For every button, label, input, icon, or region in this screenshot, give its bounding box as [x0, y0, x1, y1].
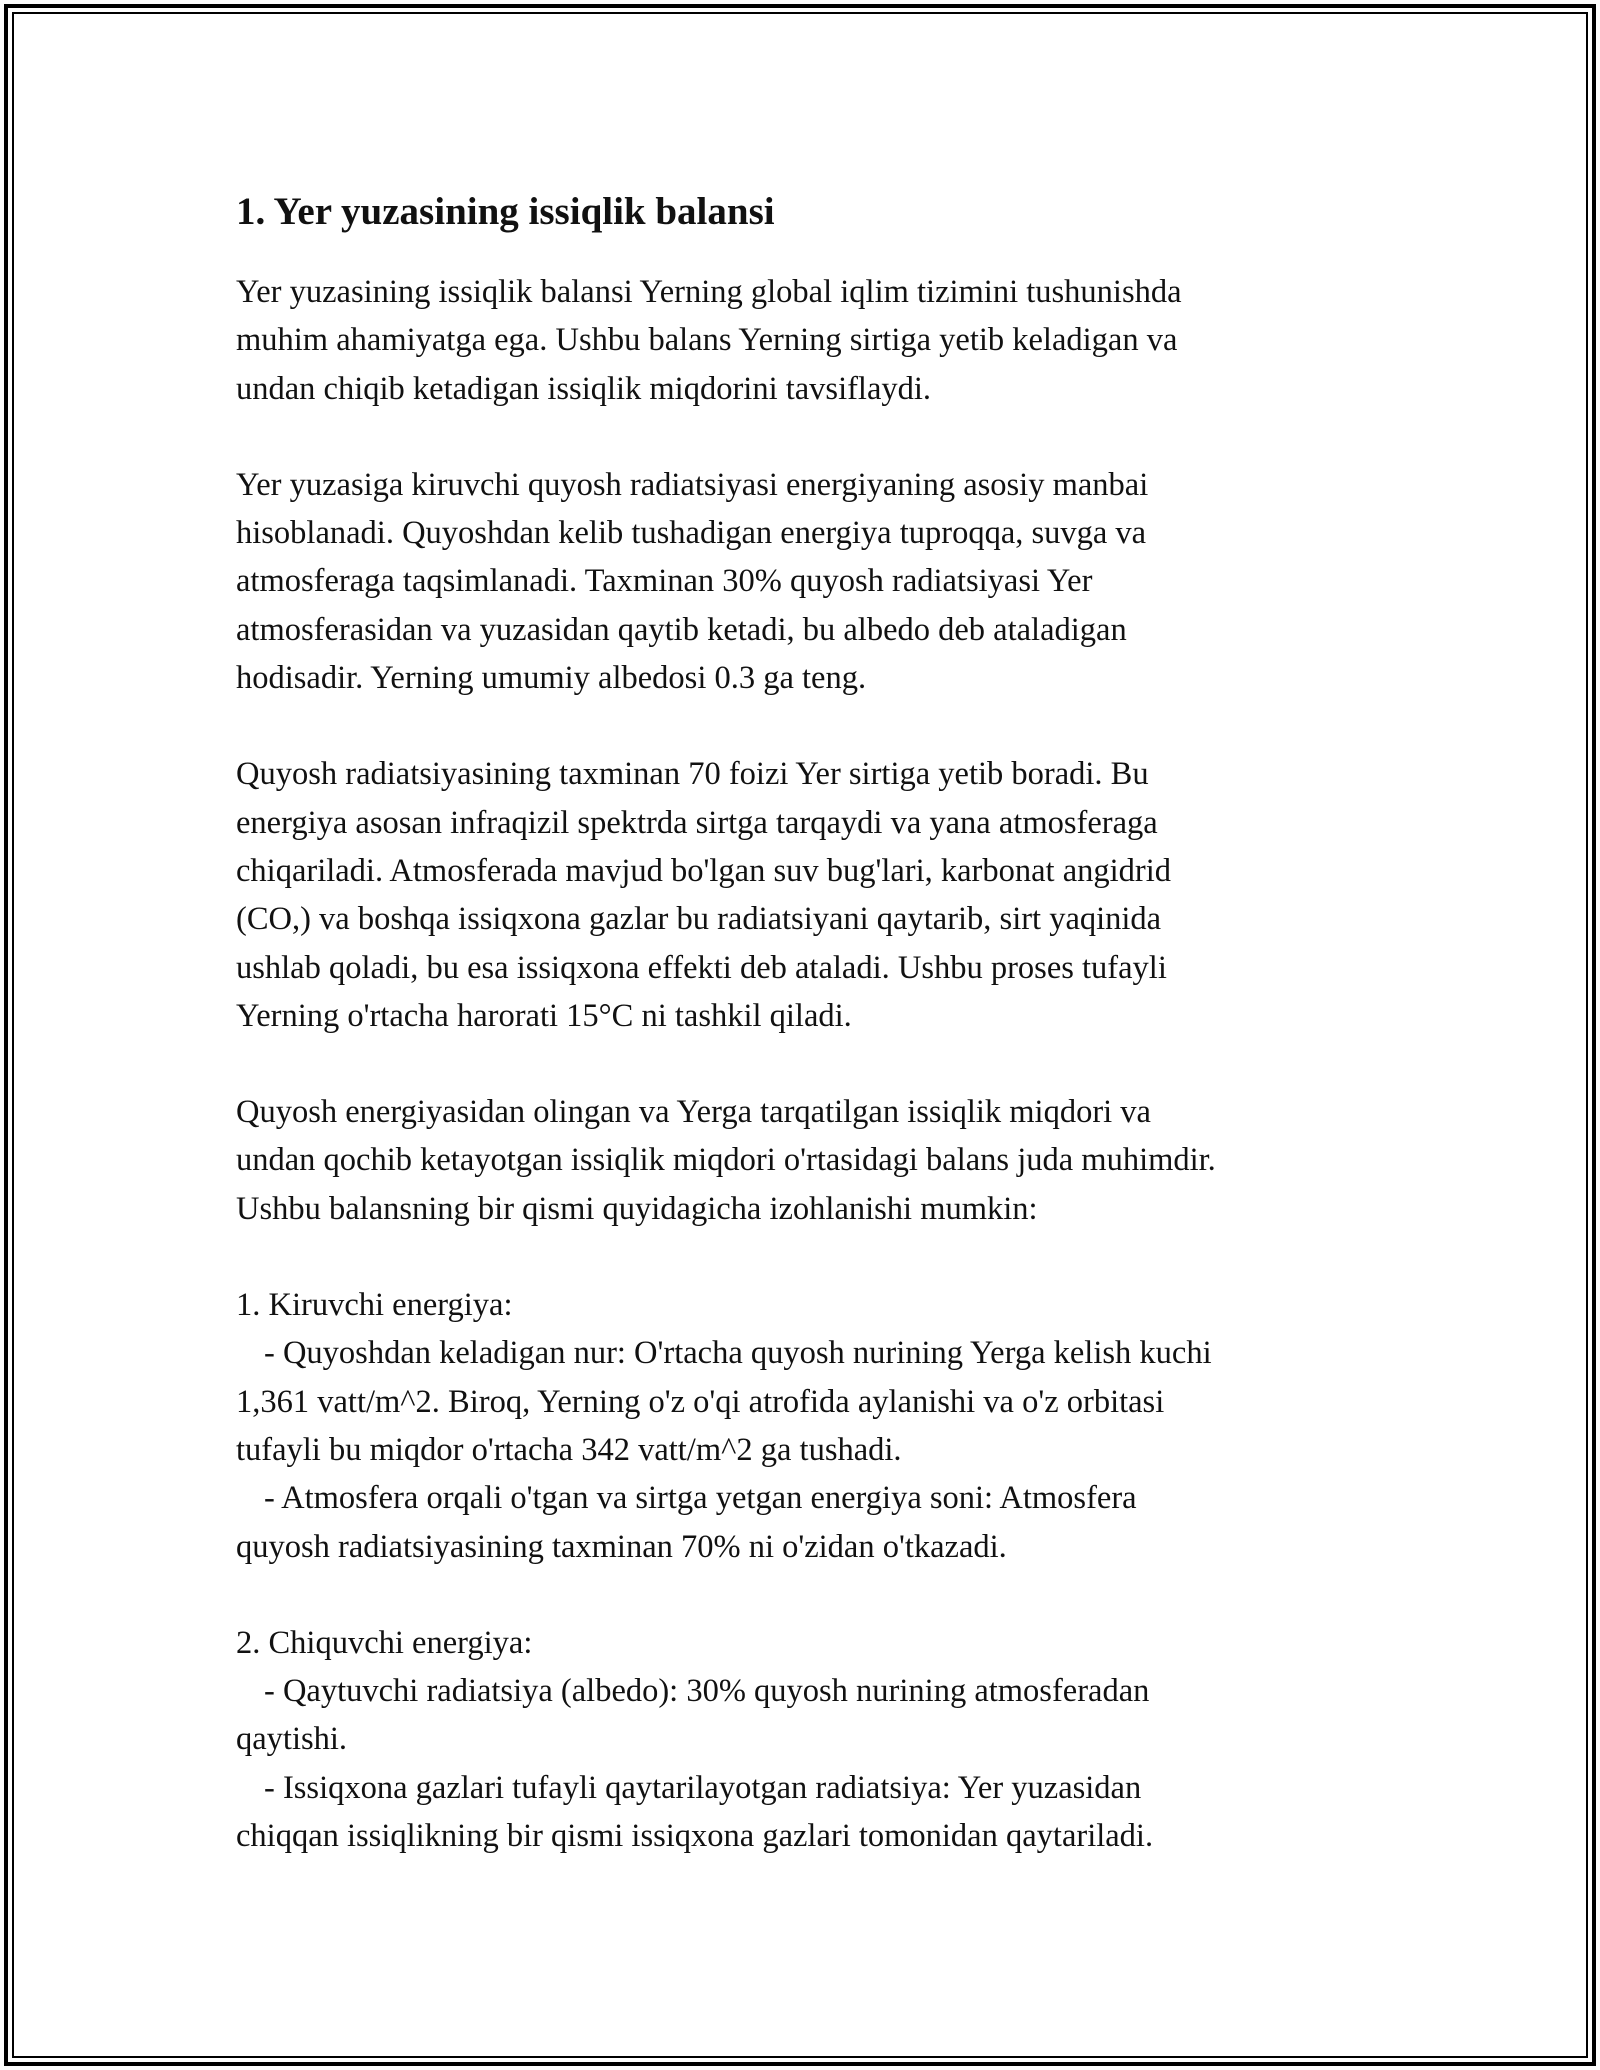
paragraph-balance: Quyosh energiyasidan olingan va Yerga tarqatilgan issiqlik miqdori va undan qochib ketayotgan issiqlik miqdori o'rtasidagi balans juda muhimdir. Ushbu balansning bir qismi quyidagicha izohlanishi mumkin:: [236, 1094, 1216, 1227]
list-incoming-energy: [236, 1281, 1376, 1571]
paragraph-gap: [236, 1233, 1376, 1281]
paragraph-gap: [236, 1571, 1376, 1619]
list-item-text: - Qaytuvchi radiatsiya (albedo): 30% quyosh nurining atmosferadan qaytishi.: [236, 1673, 1150, 1758]
list-item-text: - Atmosfera orqali o'tgan va sirtga yetgan energiya soni: Atmosfera quyosh radiatsiyasining taxminan 70% ni o'zidan o'tkazadi.: [236, 1480, 1137, 1565]
paragraph-gap: [236, 413, 1376, 461]
list-title-incoming: 1. Kiruvchi energiya:: [236, 1287, 513, 1324]
list-outgoing-energy: [236, 1619, 1376, 1860]
section-heading: 1. Yer yuzasining issiqlik balansi: [236, 190, 775, 233]
paragraph-greenhouse-effect: Quyosh radiatsiyasining taxminan 70 foizi Yer sirtiga yetib boradi. Bu energiya asosan infraqizil spektrda sirtga tarqaydi va yana atmosferaga chiqariladi. Atmosferada mavjud bo'lgan suv bug'lari, karbonat angidrid (CO,) va boshqa issiqxona gazlar bu radiatsiyani qaytarib, sirt yaqinida ushlab qoladi, bu esa issiqxona effekti deb ataladi. Ushbu proses tufayli Yerning o'rtacha harorati 15°C ni tashkil qiladi.: [236, 756, 1172, 1034]
list-item: [236, 1474, 1376, 1571]
paragraph-gap: [236, 1040, 1376, 1088]
paragraph-solar-radiation: Yer yuzasiga kiruvchi quyosh radiatsiyasi energiyaning asosiy manbai hisoblanadi. Quyoshdan kelib tushadigan energiya tuproqqa, suvga va atmosferaga taqsimlanadi. Taxminan 30% quyosh radiatsiyasi Yer atmosferasidan va yuzasidan qaytib ketadi, bu albedo deb ataladigan hodisadir. Yerning umumiy albedosi 0.3 ga teng.: [236, 466, 1149, 697]
list-title-outgoing: 2. Chiquvchi energiya:: [236, 1624, 533, 1661]
list-item: [236, 1764, 1376, 1861]
list-item: [236, 1329, 1376, 1474]
list-item: [236, 1667, 1376, 1764]
document-body: [236, 186, 1376, 1860]
paragraph-intro: Yer yuzasining issiqlik balansi Yerning global iqlim tizimini tushunishda muhim ahamiyatga ega. Ushbu balans Yerning sirtiga yetib keladigan va undan chiqib ketadigan issiqlik miqdorini tavsiflaydi.: [236, 274, 1182, 407]
list-item-text: - Quyoshdan keladigan nur: O'rtacha quyosh nurining Yerga kelish kuchi 1,361 vatt/m^2. Biroq, Yerning o'z o'qi atrofida aylanishi va o'z orbitasi tufayli bu miqdor o'rtacha 342 vatt/m^2 ga tushadi.: [236, 1335, 1212, 1468]
paragraph-gap: [236, 702, 1376, 750]
list-item-text: - Issiqxona gazlari tufayli qaytarilayotgan radiatsiya: Yer yuzasidan chiqqan issiqlikning bir qismi issiqxona gazlari tomonidan qaytariladi.: [236, 1769, 1154, 1855]
